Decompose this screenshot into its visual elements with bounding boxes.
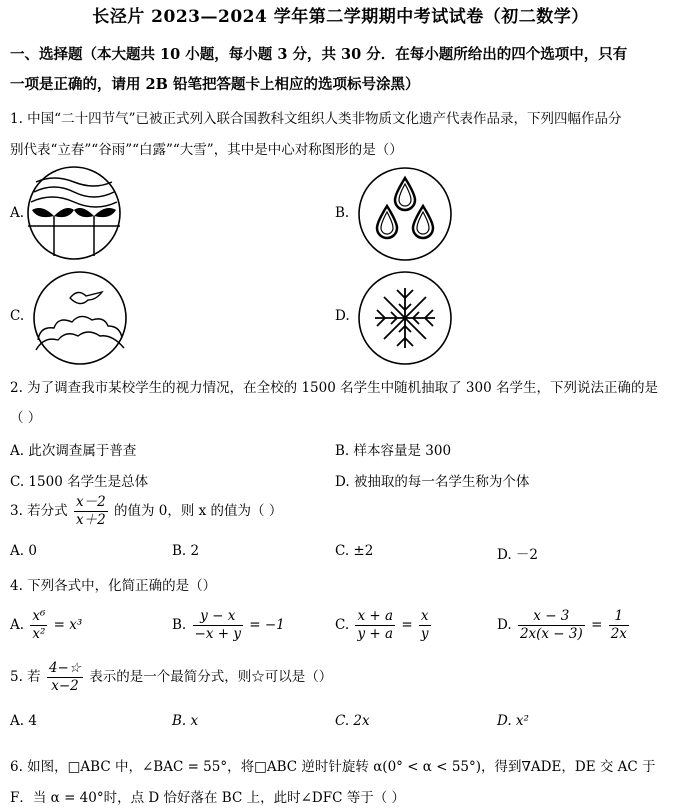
q5-option-d: D. x² xyxy=(497,713,529,729)
q4-option-d-numerator-rhs: 1 xyxy=(609,608,629,626)
q1-stem-line2: 别代表“立春”“谷雨”“白露”“大雪”，其中是中心对称图形的是（） xyxy=(10,142,403,158)
section-heading-line2: 一项是正确的，请用 2B 铅笔把答题卡上相应的选项标号涂黑） xyxy=(10,76,420,93)
q4-option-c-fraction-rhs xyxy=(419,608,431,643)
q6-stem-line2: F．当 α = 40°时，点 D 恰好落在 BC 上，此时∠DFC 等于（ ） xyxy=(10,790,405,806)
q5-option-b: B. x xyxy=(172,713,199,729)
bird-cloud-icon xyxy=(30,268,130,368)
q4-option-a-numerator: x⁶ xyxy=(32,608,46,624)
q4-option-c-numerator-rhs: x xyxy=(419,608,431,626)
q5-fraction-denominator: x−2 xyxy=(51,678,79,694)
snowflake-icon xyxy=(355,268,455,368)
q4-option-c xyxy=(335,608,433,643)
q4-stem: 4. 下列各式中，化简正确的是（） xyxy=(10,578,217,594)
sprout-icon xyxy=(24,164,128,264)
q6-stem-line1: 6. 如图，□ABC 中，∠BAC = 55°，将□ABC 逆时针旋转 α(0° < α < 55°)，得到∇ADE，DE 交 AC 于 xyxy=(10,759,656,775)
q2-option-a: A. 此次调查属于普查 xyxy=(10,443,137,459)
q3-suffix: 的值为 0，则 x 的值为（ ） xyxy=(113,503,283,519)
q4-option-a-rhs: = x³ xyxy=(53,617,83,633)
q4-option-c-numerator: x + a xyxy=(355,608,395,626)
q5-prefix: 5. 若 xyxy=(10,669,41,685)
q4-option-d-label: D. xyxy=(497,617,512,633)
q4-option-c-denominator: y + a xyxy=(357,626,394,642)
q4-option-d-fraction xyxy=(518,608,585,643)
q4-option-c-fraction xyxy=(355,608,395,643)
q3-prefix: 3. 若分式 xyxy=(10,503,68,519)
q4-option-d-equals: = xyxy=(591,617,603,633)
q4-option-b-fraction xyxy=(193,608,243,643)
q5-option-a: A. 4 xyxy=(10,713,37,729)
q4-option-a xyxy=(10,608,82,643)
q1-option-a-label: A. xyxy=(10,205,25,221)
q3-fraction-denominator: x＋2 xyxy=(75,512,106,528)
q4-option-d-fraction-rhs xyxy=(609,608,629,643)
q1-option-c-label: C. xyxy=(10,308,25,324)
q5-option-c: C. 2x xyxy=(335,713,370,729)
q4-option-c-denominator-rhs: y xyxy=(420,626,429,642)
q4-option-b-denominator: −x + y xyxy=(194,626,241,642)
q4-option-c-label: C. xyxy=(335,617,350,633)
q5-stem xyxy=(10,660,332,695)
q1-stem-line1: 1. 中国“二十四节气”已被正式列入联合国教科文组织人类非物质文化遗产代表作品录，下列四幅作品分 xyxy=(10,111,622,127)
q4-option-d-denominator-rhs: 2x xyxy=(610,626,627,642)
q4-option-b-label: B. xyxy=(172,617,187,633)
q4-option-a-denominator: x² xyxy=(32,626,46,642)
q5-fraction-numerator: 4−☆ xyxy=(48,660,81,676)
exam-title: 长泾片 2023—2024 学年第二学期期中考试试卷（初二数学） xyxy=(92,7,589,27)
q3-option-a: A. 0 xyxy=(10,543,37,559)
q4-option-b-rhs: = −1 xyxy=(249,617,285,633)
q3-fraction-numerator: x－2 xyxy=(75,494,106,510)
q5-suffix: 表示的是一个最简分式，则☆可以是（） xyxy=(89,669,333,685)
q4-option-b-numerator: y − x xyxy=(193,608,243,626)
q2-stem-line2: （ ） xyxy=(10,410,42,426)
q4-option-a-label: A. xyxy=(10,617,25,633)
q3-option-b: B. 2 xyxy=(172,543,200,559)
q4-option-b xyxy=(172,608,285,643)
q2-option-b: B. 样本容量是 300 xyxy=(335,443,452,459)
q3-stem xyxy=(10,494,282,529)
section-heading-line1: 一、选择题（本大题共 10 小题，每小题 3 分，共 30 分．在每小题所给出的四个选项中，只有 xyxy=(10,46,628,63)
q4-option-d xyxy=(497,608,631,643)
q4-option-d-numerator: x − 3 xyxy=(518,608,585,626)
q2-option-d: D. 被抽取的每一名学生称为个体 xyxy=(335,474,530,490)
q2-stem-line1: 2. 为了调查我市某校学生的视力情况，在全校的 1500 名学生中随机抽取了 300 名学生，下列说法正确的是 xyxy=(10,380,658,396)
q3-fraction xyxy=(74,494,108,529)
q3-option-d: D. －2 xyxy=(497,547,539,563)
q4-option-a-fraction xyxy=(30,608,47,643)
q3-option-c: C. ±2 xyxy=(335,543,374,559)
q2-option-c: C. 1500 名学生是总体 xyxy=(10,474,149,490)
water-drops-icon xyxy=(355,164,455,264)
q4-option-d-denominator: 2x(x − 3) xyxy=(519,626,583,642)
q1-option-b-label: B. xyxy=(335,205,350,221)
q5-fraction xyxy=(47,660,83,695)
q4-option-c-equals: = xyxy=(401,617,413,633)
q1-option-d-label: D. xyxy=(335,308,350,324)
